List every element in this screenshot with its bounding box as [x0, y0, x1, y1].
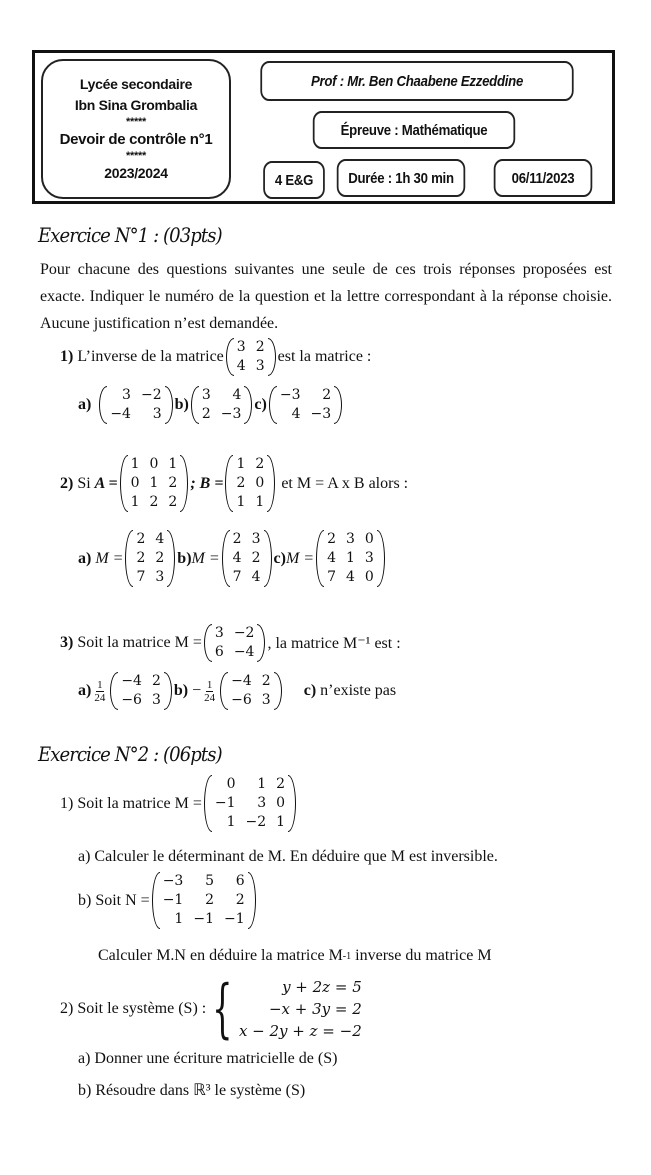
ex2-calc: [98, 947, 492, 965]
subject-box: [313, 111, 515, 149]
matrix-cell: 4: [291, 406, 301, 422]
q-text: est la matrice :: [277, 348, 372, 365]
exercise2-title: Exercice N°2 : (06pts): [38, 742, 222, 766]
matrix-n: [152, 872, 256, 929]
matrix-cell: 2: [201, 406, 211, 422]
matrix-grid: [131, 530, 169, 587]
q-num: 3): [60, 634, 74, 651]
exercise1-title: Exercice N°1 : (03pts): [38, 223, 222, 247]
matrix-cell: −2: [233, 625, 255, 641]
matrix-cell: −2: [140, 387, 162, 403]
matrix-grid: [228, 530, 266, 587]
matrix-cell: 2: [136, 550, 146, 566]
ex2-part2: [60, 972, 362, 1046]
matrix-cell: −4: [233, 644, 255, 660]
num: 1: [97, 678, 103, 691]
q2: [60, 455, 408, 512]
exercise1-instructions: Pour chacune des questions suivantes une seule de ces trois réponses proposées est exacte. Indiquer le numéro de la question et la lettre correspondant à la réponse choisie. Aucune justification n’est demandée.: [40, 261, 612, 332]
part-num: 1): [60, 794, 74, 812]
q-text: Soit la matrice M =: [77, 634, 202, 651]
part-text: Soit le système (S) :: [77, 1000, 207, 1017]
matrix-cell: 3: [255, 358, 265, 374]
ex2-q1a: a) Calculer le déterminant de M. En déduire que M est inversible.: [78, 848, 498, 865]
matrix-cell: 6: [214, 644, 224, 660]
option-label: c): [303, 682, 317, 699]
matrix-cell: 4: [236, 358, 246, 374]
matrix-cell: 5: [205, 873, 214, 889]
prof: Prof : Mr. Ben Chaabene Ezzeddine: [310, 72, 524, 90]
matrix-cell: 3: [236, 339, 246, 355]
system: [206, 972, 362, 1046]
duration: Durée : 1h 30 min: [348, 169, 454, 187]
matrix-cell: 4: [232, 550, 242, 566]
ex2-q2b: b) Résoudre dans ℝ³ le système (S): [78, 1082, 306, 1099]
matrix-cell: 7: [327, 569, 336, 585]
matrix-grid: [226, 672, 276, 710]
prefix: M =: [95, 549, 124, 567]
school-box: [41, 59, 231, 199]
matrix-cell: 4: [345, 569, 355, 585]
matrix-cell: 7: [136, 569, 146, 585]
stars: *****: [126, 116, 146, 128]
matrix-cell: 4: [327, 550, 336, 566]
matrix-cell: −2: [245, 814, 267, 830]
school-year: 2023/2024: [104, 165, 168, 181]
matrix-cell: −4: [110, 406, 131, 422]
q-text: b) Soit N =: [78, 891, 150, 909]
matrix-cell: 2: [151, 673, 161, 689]
matrix-cell: 1: [276, 814, 286, 830]
b-label: ; B =: [190, 474, 224, 492]
matrix: [110, 672, 172, 710]
option-label: c): [254, 396, 267, 413]
fraction: [204, 679, 215, 704]
brace: {: [212, 972, 233, 1046]
a-label: A =: [94, 474, 118, 492]
matrix-grid: [197, 386, 247, 424]
q3: [60, 624, 401, 662]
class-box: [263, 161, 325, 199]
matrix-cell: 2: [168, 475, 178, 491]
prefix: M =: [285, 549, 315, 567]
matrix-grid: [232, 338, 270, 376]
matrix-cell: 4: [251, 569, 261, 585]
matrix-cell: 1: [255, 494, 265, 510]
matrix-cell: 7: [232, 569, 242, 585]
school: Lycée secondaire: [79, 76, 193, 92]
duration-box: [337, 159, 465, 197]
q-text: Calculer M.N en déduire la matrice M: [98, 947, 343, 964]
matrix-a: [120, 455, 189, 512]
matrix: [269, 386, 342, 424]
matrix-cell: −6: [121, 692, 142, 708]
option-label: a): [78, 549, 92, 567]
matrix-grid: [105, 386, 166, 424]
matrix-cell: 1: [236, 456, 246, 472]
matrix-cell: 1: [345, 550, 355, 566]
matrix-cell: 3: [345, 531, 355, 547]
matrix-b: [225, 455, 275, 512]
matrix-cell: −3: [279, 387, 301, 403]
matrix-cell: −3: [220, 406, 242, 422]
q2-options: [78, 530, 387, 587]
q-text: L’inverse de la matrice: [77, 348, 224, 365]
option-label: b): [177, 549, 192, 567]
q-num: 1): [60, 348, 74, 365]
matrix-cell: 3: [122, 387, 131, 403]
matrix-grid: [210, 624, 260, 662]
sign: −: [192, 682, 202, 699]
exam-title: Devoir de contrôle n°1: [59, 131, 213, 148]
matrix-grid: [275, 386, 336, 424]
q1: [60, 338, 371, 376]
q-text: et M = A x B alors :: [281, 474, 409, 492]
matrix-cell: 3: [152, 406, 162, 422]
ex2-q2a: a) Donner une écriture matricielle de (S): [78, 1050, 338, 1067]
matrix-cell: 1: [257, 776, 267, 792]
matrix-cell: 2: [255, 456, 265, 472]
matrix-cell: 2: [322, 387, 332, 403]
matrix-cell: −6: [231, 692, 252, 708]
matrix-cell: 3: [251, 531, 261, 547]
stars: *****: [126, 150, 146, 162]
matrix-cell: 1: [226, 814, 236, 830]
matrix-cell: 3: [261, 692, 271, 708]
matrix-cell: 2: [149, 494, 159, 510]
matrix-cell: 2: [327, 531, 336, 547]
fraction: [94, 679, 105, 704]
matrix-cell: −1: [162, 892, 184, 908]
option-label: a): [78, 682, 92, 699]
matrix-cell: 1: [149, 475, 159, 491]
matrix: [226, 338, 276, 376]
matrix-cell: 0: [276, 795, 286, 811]
equation: y + 2z = 5: [282, 978, 362, 996]
matrix-grid: [210, 775, 290, 832]
header-box: [32, 50, 615, 204]
option-label: b): [174, 396, 189, 413]
num: 1: [206, 678, 213, 691]
matrix-grid: [158, 872, 250, 929]
matrix-cell: −3: [310, 406, 332, 422]
ex2-q1b: [78, 872, 258, 929]
superscript: -1: [342, 950, 352, 962]
ex2-part1: [60, 775, 298, 832]
matrix-cell: 3: [364, 550, 374, 566]
class: 4 E&G: [274, 171, 314, 189]
matrix-cell: 2: [276, 776, 286, 792]
equation: x − 2y + z = −2: [238, 1022, 362, 1040]
matrix: [191, 386, 253, 424]
matrix-cell: 0: [226, 776, 236, 792]
matrix-cell: −1: [214, 795, 236, 811]
den: 24: [94, 691, 106, 704]
den: 24: [204, 691, 216, 704]
matrix-grid: [231, 455, 269, 512]
matrix-cell: 3: [214, 625, 224, 641]
matrix: [316, 530, 385, 587]
part-num: 2): [60, 1000, 74, 1017]
prof-box: [260, 61, 573, 101]
q-num: 2): [60, 474, 74, 492]
prefix: M =: [191, 549, 220, 567]
matrix-cell: 3: [155, 569, 165, 585]
matrix-cell: 6: [235, 873, 245, 889]
q3-options: [78, 672, 396, 710]
matrix-cell: 2: [236, 475, 246, 491]
matrix-cell: 0: [364, 531, 374, 547]
matrix-m: [204, 775, 296, 832]
matrix-cell: 0: [130, 475, 140, 491]
matrix-cell: 4: [155, 531, 165, 547]
matrix-cell: −4: [231, 673, 252, 689]
matrix-cell: 1: [130, 456, 140, 472]
matrix: [220, 672, 282, 710]
matrix: [125, 530, 175, 587]
matrix: [204, 624, 266, 662]
option-label: a): [78, 396, 92, 413]
matrix-cell: −4: [121, 673, 142, 689]
matrix-cell: 3: [151, 692, 161, 708]
matrix-cell: 2: [155, 550, 165, 566]
matrix-cell: 2: [251, 550, 261, 566]
matrix-cell: −1: [223, 911, 245, 927]
matrix-cell: 2: [205, 892, 214, 908]
matrix-grid: [322, 530, 379, 587]
matrix-cell: 3: [201, 387, 211, 403]
matrix-grid: [116, 672, 166, 710]
matrix-cell: 2: [168, 494, 178, 510]
matrix-cell: 2: [255, 339, 265, 355]
date-box: [494, 159, 593, 197]
matrix-cell: 1: [130, 494, 140, 510]
option-text: n’existe pas: [320, 682, 397, 699]
matrix-cell: 2: [261, 673, 271, 689]
matrix-cell: 2: [235, 892, 245, 908]
matrix-cell: 1: [236, 494, 246, 510]
q-text: inverse du matrice M: [351, 947, 492, 964]
part-text: Soit la matrice M =: [77, 794, 202, 812]
q1-options: [78, 386, 344, 424]
matrix-cell: −3: [162, 873, 184, 889]
matrix-grid: [126, 455, 183, 512]
matrix-cell: 2: [232, 531, 242, 547]
equation: −x + 3y = 2: [268, 1000, 362, 1018]
matrix-cell: 4: [232, 387, 242, 403]
matrix-cell: 0: [149, 456, 159, 472]
matrix-cell: 2: [136, 531, 146, 547]
q-text: , la matrice M⁻¹ est :: [267, 635, 401, 652]
subject: Épreuve : Mathématique: [340, 121, 488, 139]
matrix: [222, 530, 272, 587]
date: 06/11/2023: [511, 169, 575, 187]
matrix-cell: −1: [193, 911, 214, 927]
matrix-cell: 1: [168, 456, 178, 472]
q-text: Si: [77, 474, 91, 492]
matrix-cell: 1: [174, 911, 184, 927]
option-label: b): [173, 682, 189, 699]
matrix: [99, 386, 172, 424]
matrix-cell: 3: [257, 795, 267, 811]
option-label: c): [273, 549, 286, 567]
school-name: Ibn Sina Grombalia: [74, 97, 198, 113]
matrix-cell: 0: [364, 569, 374, 585]
matrix-cell: 0: [255, 475, 265, 491]
